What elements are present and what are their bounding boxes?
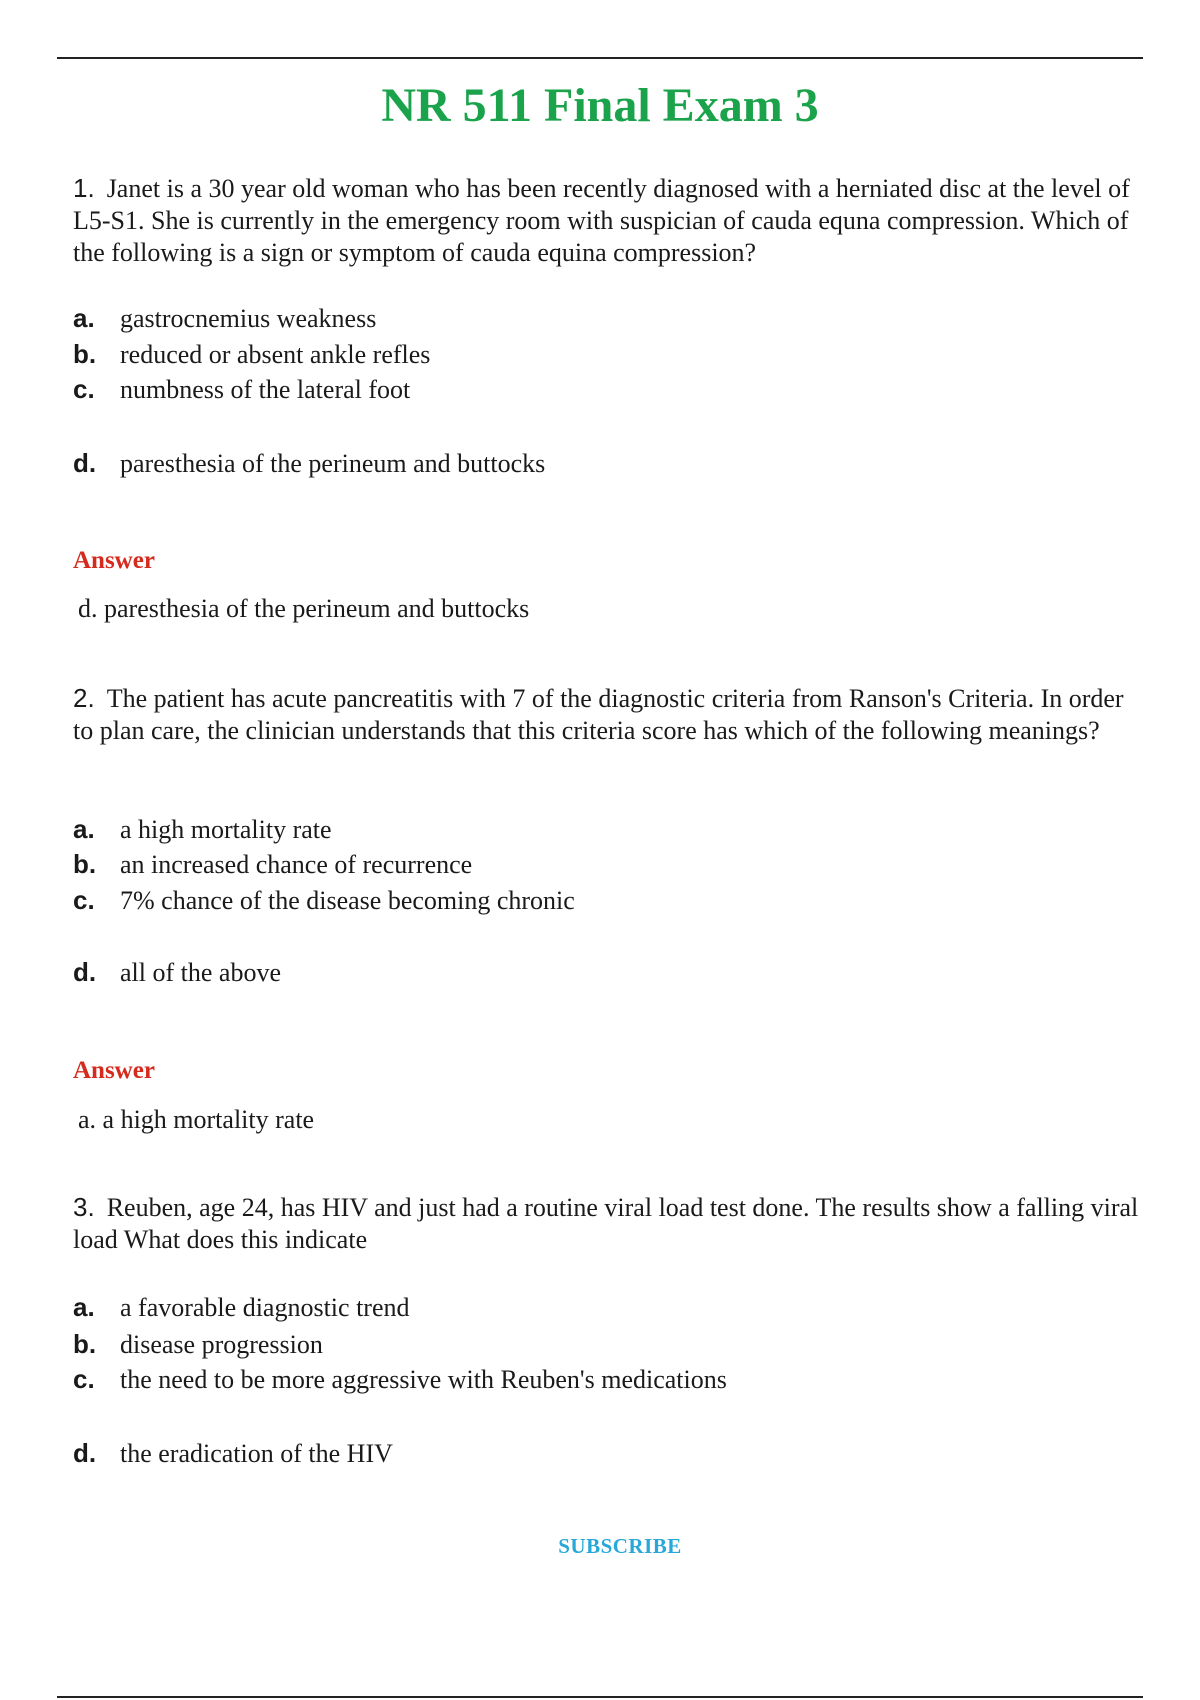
question-2-option-b: b. an increased chance of recurrence: [73, 849, 473, 879]
question-3-option-d: d. the eradication of the HIV: [73, 1438, 393, 1468]
question-1-option-b: b. reduced or absent ankle refles: [73, 339, 431, 369]
document-title: NR 511 Final Exam 3: [381, 79, 819, 132]
question-1-option-c: c. numbness of the lateral foot: [73, 374, 411, 404]
question-2-option-c: c. 7% chance of the disease becoming chronic: [73, 885, 575, 915]
question-2-text: The patient has acute pancreatitis with 7 of the diagnostic criteria from Ranson's Criteria. In order to plan care, the clinician understands that this criteria score has which of the following meanings?: [73, 684, 1124, 745]
question-1-text: Janet is a 30 year old woman who has been recently diagnosed with a herniated disc at the level of L5-S1. She is currently in the emergency room with suspician of cauda equna compression. Which of the following is a sign or symptom of cauda equina compression?: [73, 174, 1130, 267]
question-2-option-d: d. all of the above: [73, 957, 281, 987]
subscribe-link[interactable]: SUBSCRIBE: [558, 1534, 682, 1558]
question-3-option-b: b. disease progression: [73, 1329, 323, 1359]
question-1-answer: d. paresthesia of the perineum and buttocks: [78, 594, 530, 623]
question-2-answer: a. a high mortality rate: [78, 1105, 315, 1134]
top-divider: [57, 57, 1143, 59]
question-3-stem: [73, 1191, 1145, 1256]
question-3-number: 3.: [73, 1192, 95, 1222]
question-1-option-a: a. gastrocnemius weakness: [73, 303, 377, 333]
question-3-option-c: c. the need to be more aggressive with Reuben's medications: [73, 1364, 727, 1394]
question-1-number: 1.: [73, 173, 95, 203]
question-2-stem: [73, 682, 1145, 747]
question-2-answer-label: Answer: [73, 1057, 155, 1084]
question-1-answer-label: Answer: [73, 547, 155, 574]
question-1-option-d: d. paresthesia of the perineum and buttocks: [73, 448, 546, 478]
bottom-divider: [57, 1696, 1143, 1698]
question-2-number: 2.: [73, 683, 95, 713]
question-3-text: Reuben, age 24, has HIV and just had a routine viral load test done. The results show a falling viral load What does this indicate: [73, 1193, 1139, 1254]
question-2-option-a: a. a high mortality rate: [73, 814, 332, 844]
question-3-option-a: a. a favorable diagnostic trend: [73, 1292, 410, 1322]
question-1-stem: [73, 172, 1145, 269]
